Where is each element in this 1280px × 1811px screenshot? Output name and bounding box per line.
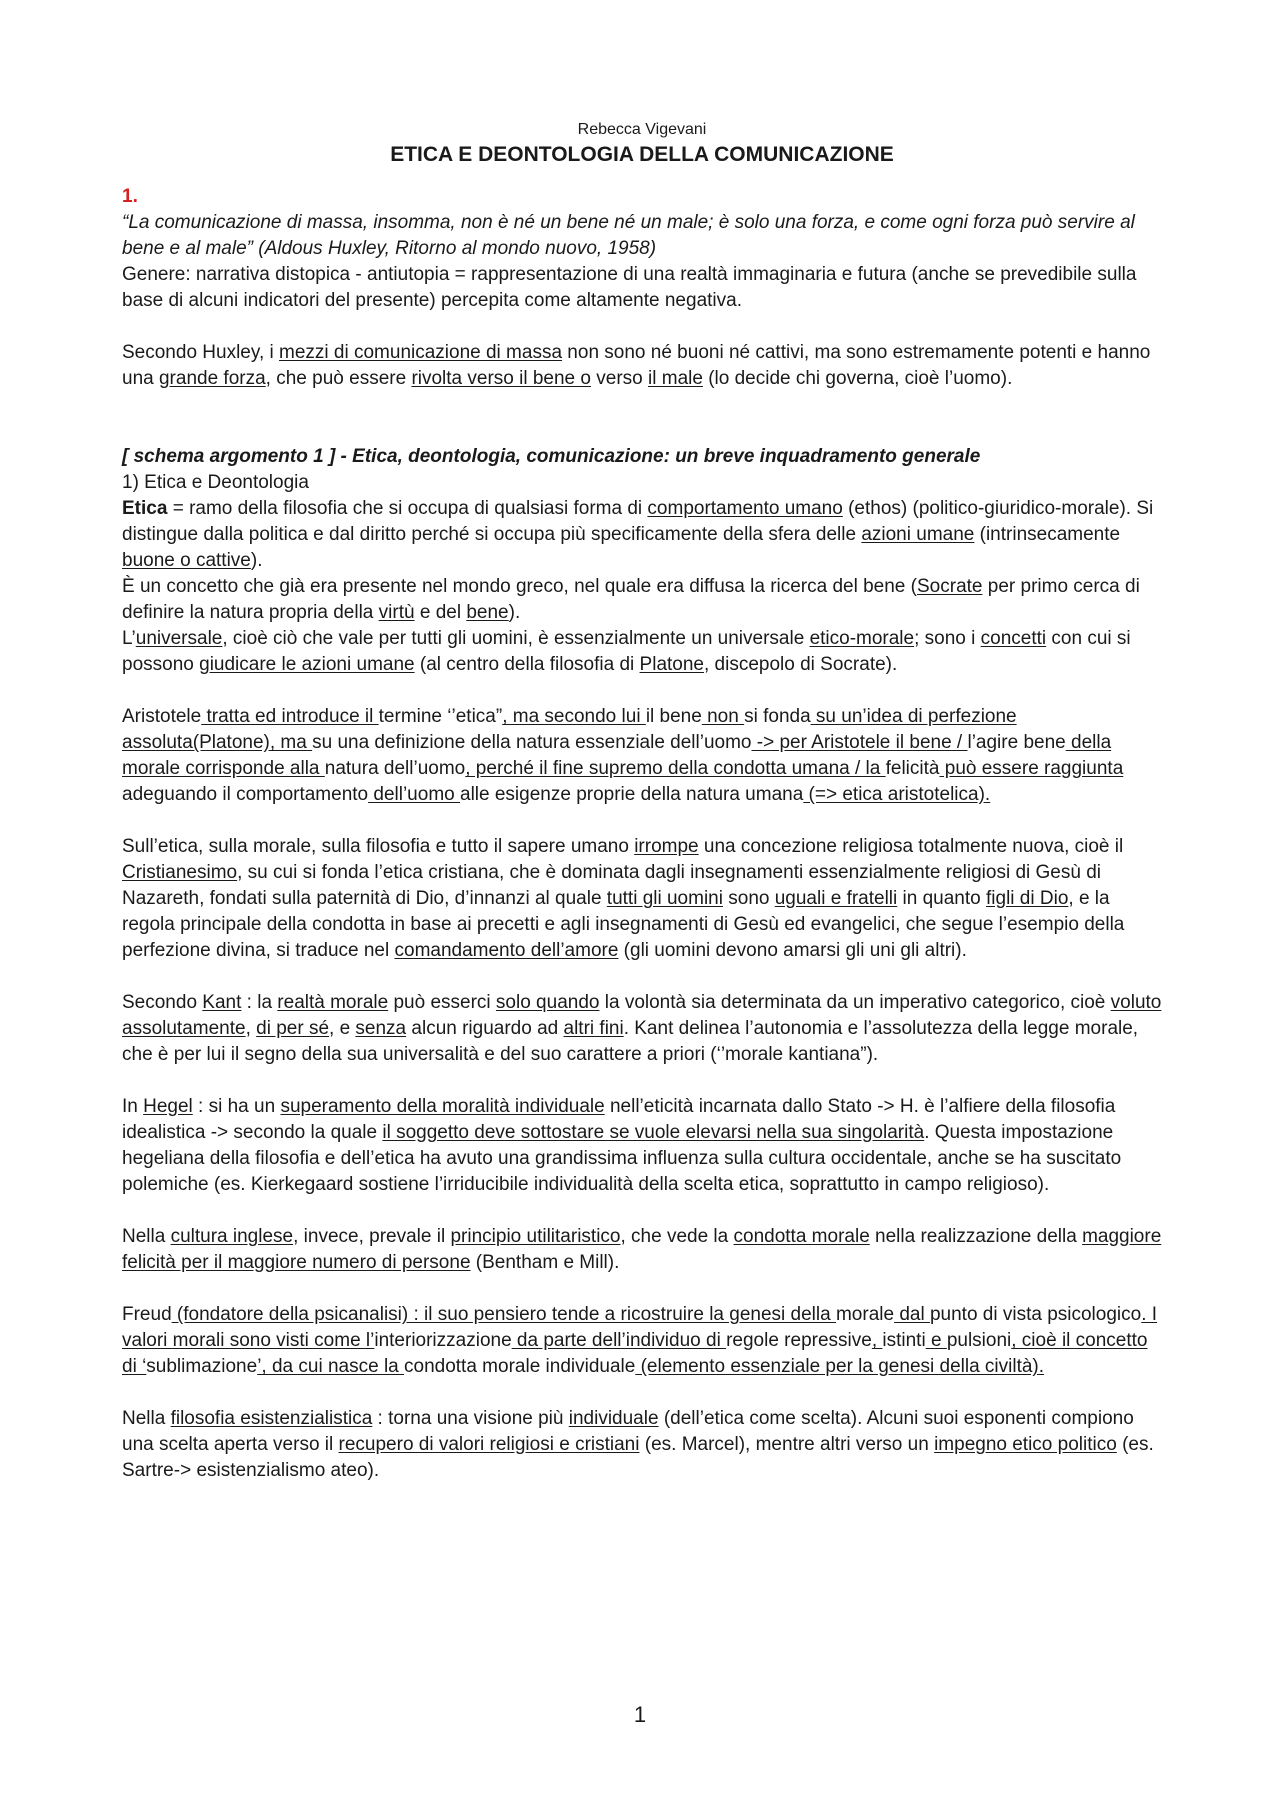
underlined-term: principio utilitaristico <box>450 1226 621 1247</box>
text-run: in quanto <box>897 888 987 909</box>
underlined-term: , perché il fine supremo della condotta umana / la <box>465 758 886 779</box>
text-run: , su cui si fonda l’etica cristiana, che è dominata dagli insegnamenti essenzialmente religiosi di Gesù di Nazareth, fondati sulla paternità di Dio, d’innanzi al quale <box>122 862 1101 909</box>
underlined-term: Socrate <box>917 576 983 597</box>
text-run: morale <box>835 1304 895 1325</box>
underlined-term: grande forza <box>158 368 266 389</box>
text-run: ). <box>508 602 521 623</box>
text-run: (ethos) (politico-giuridico-morale). Si distingue dalla politica e dal diritto perché si occupa più specificamente della sfera delle <box>122 498 1154 545</box>
underlined-term: concetti <box>980 628 1047 649</box>
text-run: regole repressive <box>726 1330 872 1351</box>
underlined-term: voluto assolutamente <box>122 992 1162 1039</box>
underlined-term: impegno etico politico <box>934 1434 1117 1455</box>
underlined-term: non <box>701 706 745 727</box>
text-run: l’agire bene <box>967 732 1066 753</box>
text-run: . Kant delinea l’autonomia e l’assolutezza della legge morale, che è per lui il segno della sua universalità e del suo carattere a priori (‘’morale kantiana”). <box>122 1018 1139 1065</box>
underlined-term: della morale corrisponde alla <box>122 732 1112 779</box>
schema-subheading: 1) Etica e Deontologia <box>122 472 309 493</box>
underlined-term: uguali e fratelli <box>774 888 898 909</box>
underlined-term: dal <box>894 1304 930 1325</box>
text-run: (dell’etica come scelta). Alcuni suoi esponenti compiono una scelta aperta verso il <box>122 1408 1134 1455</box>
underlined-term: il soggetto deve sottostare se vuole elevarsi nella sua singolarità <box>382 1122 925 1143</box>
text-run: verso <box>590 368 649 389</box>
text-run: con cui si possono <box>122 628 1131 675</box>
underlined-term: filosofia esistenzialistica <box>170 1408 373 1429</box>
underlined-term: buone o cattive <box>122 550 251 571</box>
text-run: : si ha un <box>192 1096 281 1117</box>
text-run: , e <box>329 1018 356 1039</box>
text-run: (es. Sartre-> esistenzialismo ateo). <box>122 1434 1154 1481</box>
text-run: È un concetto che già era presente nel mondo greco, nel quale era diffusa la ricerca del bene ( <box>122 576 917 597</box>
text-run: L’ <box>122 628 136 649</box>
underlined-term: di per sé <box>256 1018 330 1039</box>
text-run: = ramo della filosofia che si occupa di qualsiasi forma di <box>167 498 648 519</box>
underlined-term: azioni umane <box>861 524 975 545</box>
section-1 <box>122 184 1162 314</box>
underlined-term: su un’idea di perfezione assoluta(Platone), ma <box>122 706 1017 753</box>
paragraph-cultura-inglese <box>122 1224 1162 1276</box>
text-run: felicità <box>885 758 940 779</box>
underlined-term: maggiore felicità per il maggiore numero di persone <box>122 1226 1162 1273</box>
underlined-term: cultura inglese <box>170 1226 294 1247</box>
underlined-term: comportamento umano <box>647 498 843 519</box>
text-run: Nella <box>122 1226 171 1247</box>
underlined-term: comandamento dell’amore <box>394 940 619 961</box>
page-number: 1 <box>633 1702 647 1727</box>
paragraph-huxley <box>122 340 1162 392</box>
paragraph-cristianesimo <box>122 834 1162 964</box>
underlined-term: -> per Aristotele il bene / <box>751 732 968 753</box>
underlined-term: ’, da cui nasce la <box>257 1356 405 1377</box>
text-run: , cioè ciò che vale per tutti gli uomini, è essenzialmente un universale <box>222 628 810 649</box>
underlined-term: può essere raggiunta <box>939 758 1124 779</box>
text-run: (lo decide chi governa, cioè l’uomo). <box>702 368 1013 389</box>
paragraph-hegel <box>122 1094 1162 1198</box>
text-run: ; sono i <box>914 628 981 649</box>
underlined-term: tratta ed introduce il <box>201 706 379 727</box>
text-run: pulsioni <box>946 1330 1012 1351</box>
underlined-term: individuale <box>568 1408 659 1429</box>
text-run: : torna una visione più <box>372 1408 569 1429</box>
underlined-term: (elemento essenziale per la genesi della civiltà). <box>635 1356 1045 1377</box>
underlined-term: altri fini <box>563 1018 624 1039</box>
text-run: una concezione religiosa totalmente nuova, cioè il <box>698 836 1124 857</box>
text-run: (al centro della filosofia di <box>414 654 640 675</box>
underlined-term: superamento della moralità individuale <box>280 1096 605 1117</box>
schema-heading: [ schema argomento 1 ] - Etica, deontologia, comunicazione: un breve inquadramento generale <box>122 446 981 467</box>
schema-section <box>122 444 1162 678</box>
text-run: su una definizione della natura essenziale dell’uomo <box>312 732 752 753</box>
text-run: la volontà sia determinata da un imperativo categorico, cioè <box>599 992 1111 1013</box>
text-run: , e la regola principale della condotta in base ai precetti e agli insegnamenti di Gesù ed evangelici, che segue l’esempio della perfezione divina, si traduce nel <box>122 888 1125 961</box>
underlined-term: . I valori morali sono visti come l’ <box>122 1304 1158 1351</box>
underlined-term: recupero di valori religiosi e cristiani <box>338 1434 640 1455</box>
underlined-term: (fondatore della psicanalisi) : il suo pensiero tende a ricostruire la genesi della <box>171 1304 836 1325</box>
underlined-term: (=> etica aristotelica). <box>803 784 991 805</box>
underlined-term: bene <box>466 602 509 623</box>
text-run: (es. Marcel), mentre altri verso un <box>639 1434 935 1455</box>
text-run: Aristotele <box>122 706 202 727</box>
text-run: , discepolo di Socrate). <box>704 654 898 675</box>
paragraph-esistenzialismo <box>122 1406 1162 1484</box>
underlined-term: rivolta verso il bene o <box>411 368 591 389</box>
underlined-term: , <box>871 1330 883 1351</box>
document-page <box>122 120 1162 1510</box>
text-run: , che vede la <box>620 1226 734 1247</box>
text-run: termine ‘’etica” <box>378 706 503 727</box>
huxley-quote: “La comunicazione di massa, insomma, non è né un bene né un male; è solo una forza, e come ogni forza può servire al bene e al male” (Aldous Huxley, Ritorno al mondo nuovo, 1958) <box>122 212 1135 259</box>
paragraph-universale <box>122 626 1162 678</box>
paragraph-kant <box>122 990 1162 1068</box>
underlined-term: condotta morale <box>733 1226 870 1247</box>
underlined-term: , cioè il concetto di ‘ <box>122 1330 1148 1377</box>
text-run: ). <box>250 550 263 571</box>
text-run: Nella <box>122 1408 171 1429</box>
text-run: : la <box>241 992 278 1013</box>
underlined-term: senza <box>355 1018 407 1039</box>
text-run: non sono né buoni né cattivi, ma sono estremamente potenti e hanno una <box>122 342 1151 389</box>
underlined-term: etico-morale <box>809 628 915 649</box>
genre-paragraph: Genere: narrativa distopica - antiutopia = rappresentazione di una realtà immaginaria e futura (anche se prevedibile sulla base di alcuni indicatori del presente) percepita come altamente negativa. <box>122 264 1137 311</box>
text-run: , che può essere <box>265 368 412 389</box>
text-run: (Bentham e Mill). <box>470 1252 620 1273</box>
underlined-term: tutti gli uomini <box>606 888 723 909</box>
text-run: può esserci <box>388 992 496 1013</box>
underlined-term: figli di Dio <box>986 888 1069 909</box>
section-number: 1. <box>122 186 138 207</box>
text-run: . Questa impostazione hegeliana della filosofia e dell’etica ha avuto una grandissima influenza sulla cultura occidentale, anche se ha suscitato polemiche (es. Kierkegaard sostiene l’irriducibile individualità della scelta etica, soprattutto in campo religioso). <box>122 1122 1122 1195</box>
text-run: (gli uomini devono amarsi gli uni gli altri). <box>618 940 967 961</box>
underlined-term: mezzi di comunicazione di massa <box>279 342 563 363</box>
underlined-term: , ma secondo lui <box>502 706 646 727</box>
underlined-term: Hegel <box>143 1096 193 1117</box>
paragraph-etica <box>122 496 1162 574</box>
underlined-term: dell’uomo <box>368 784 460 805</box>
underlined-term: da parte dell’individuo di <box>511 1330 727 1351</box>
underlined-term: solo quando <box>495 992 600 1013</box>
etica-definition <box>122 498 1153 571</box>
underlined-term: giudicare le azioni umane <box>199 654 415 675</box>
text-run: Freud <box>122 1304 172 1325</box>
underlined-term: il male <box>648 368 703 389</box>
text-run: sublimazione <box>146 1356 258 1377</box>
underlined-term: Cristianesimo <box>122 862 238 883</box>
text-run: Secondo <box>122 992 203 1013</box>
text-run: alcun riguardo ad <box>406 1018 564 1039</box>
text-run: sono <box>722 888 775 909</box>
text-run: In <box>122 1096 144 1117</box>
underlined-term: Platone <box>639 654 704 675</box>
underlined-term: e <box>925 1330 947 1351</box>
underlined-term: Kant <box>202 992 242 1013</box>
paragraph-aristotele <box>122 704 1162 808</box>
text-run: , invece, prevale il <box>293 1226 451 1247</box>
text-run: (intrinsecamente <box>974 524 1121 545</box>
text-run: adeguando il comportamento <box>122 784 369 805</box>
paragraph-greco <box>122 574 1162 626</box>
underlined-term: universale <box>135 628 223 649</box>
underlined-term: irrompe <box>634 836 699 857</box>
text-run: punto di vista psicologico <box>929 1304 1142 1325</box>
text-run: nella realizzazione della <box>869 1226 1083 1247</box>
etica-label: Etica <box>122 498 168 519</box>
text-run: istinti <box>882 1330 926 1351</box>
text-run: alle esigenze proprie della natura umana <box>460 784 804 805</box>
text-run: si fonda <box>744 706 811 727</box>
paragraph-freud <box>122 1302 1162 1380</box>
text-run: per primo cerca di definire la natura propria della <box>122 576 1140 623</box>
text-run: Secondo Huxley, i <box>122 342 280 363</box>
text-run: e del <box>414 602 467 623</box>
text-run: interiorizzazione <box>374 1330 512 1351</box>
text-run: Sull’etica, sulla morale, sulla filosofia e tutto il sapere umano <box>122 836 635 857</box>
text-run: , <box>245 1018 257 1039</box>
underlined-term: virtù <box>378 602 415 623</box>
text-run: nell’eticità incarnata dallo Stato -> H. è l’alfiere della filosofia idealistica -> secondo la quale <box>122 1096 1116 1143</box>
text-run: il bene <box>645 706 702 727</box>
document-title: ETICA E DEONTOLOGIA DELLA COMUNICAZIONE <box>390 143 894 166</box>
underlined-term: realtà morale <box>277 992 389 1013</box>
text-run: natura dell’uomo <box>324 758 466 779</box>
author-name: Rebecca Vigevani <box>577 121 707 138</box>
text-run: condotta morale individuale <box>404 1356 636 1377</box>
